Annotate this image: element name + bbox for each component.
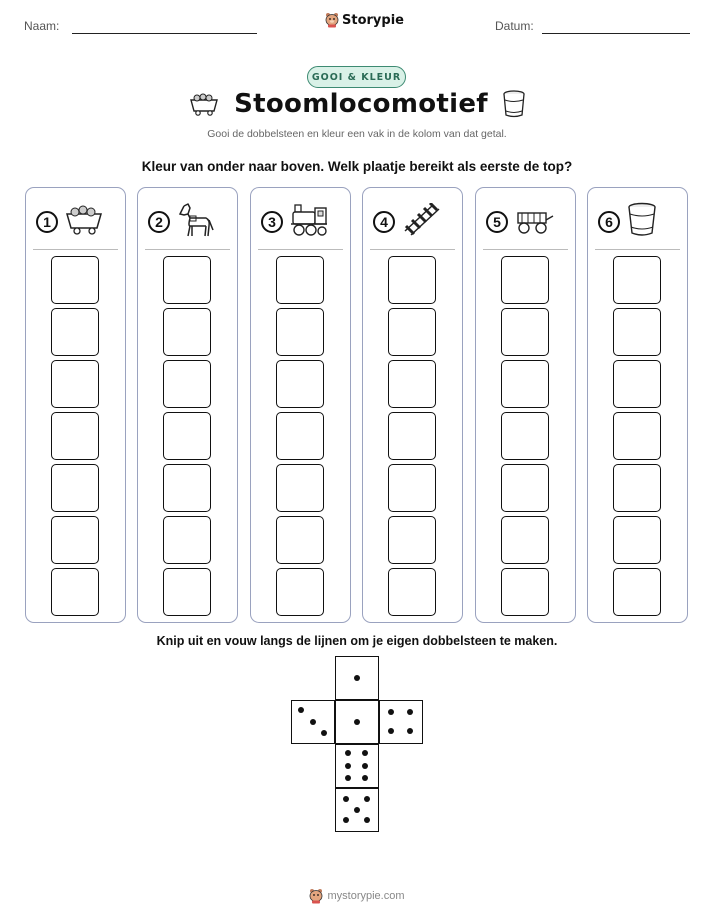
die-pip — [354, 675, 360, 681]
column-header — [36, 202, 119, 242]
brand-name: Storypie — [342, 12, 404, 28]
color-box[interactable] — [501, 516, 549, 564]
die-pip — [345, 775, 351, 781]
color-box[interactable] — [613, 308, 661, 356]
die-pip — [364, 796, 370, 802]
die-face-5 — [335, 788, 379, 832]
column-header — [261, 202, 344, 242]
color-box[interactable] — [613, 568, 661, 616]
color-box[interactable] — [163, 308, 211, 356]
color-box[interactable] — [501, 256, 549, 304]
color-box[interactable] — [276, 360, 324, 408]
die-pip — [321, 730, 327, 736]
column-header — [373, 202, 456, 242]
column-number: 6 — [598, 211, 620, 233]
column-divider — [145, 249, 230, 250]
color-box[interactable] — [501, 568, 549, 616]
column-2 — [137, 187, 238, 623]
die-face-4 — [379, 700, 423, 744]
instruction: Kleur van onder naar boven. Welk plaatje bereikt als eerste de top? — [141, 159, 573, 174]
footer — [0, 888, 714, 904]
color-box[interactable] — [163, 464, 211, 512]
title-row — [0, 89, 714, 119]
color-box[interactable] — [163, 412, 211, 460]
color-box[interactable] — [613, 256, 661, 304]
color-box[interactable] — [388, 256, 436, 304]
color-box[interactable] — [51, 412, 99, 460]
column-divider — [595, 249, 680, 250]
column-5 — [475, 187, 576, 623]
die-pip — [310, 719, 316, 725]
color-box[interactable] — [51, 568, 99, 616]
column-4 — [362, 187, 463, 623]
activity-badge: GOOI & KLEUR — [307, 66, 406, 88]
die-pip — [388, 709, 394, 715]
color-box[interactable] — [613, 464, 661, 512]
column-number: 5 — [486, 211, 508, 233]
name-label: Naam: — [24, 19, 60, 33]
die-pip — [364, 817, 370, 823]
die-pip — [388, 728, 394, 734]
column-divider — [483, 249, 568, 250]
color-box[interactable] — [501, 308, 549, 356]
die-face-6 — [335, 744, 379, 788]
subtitle: Gooi de dobbelsteen en kleur een vak in de kolom van dat getal. — [207, 128, 507, 140]
color-box[interactable] — [388, 308, 436, 356]
coal-cart-icon — [188, 92, 220, 116]
color-box[interactable] — [163, 360, 211, 408]
die-pip — [345, 763, 351, 769]
die-pip — [407, 728, 413, 734]
rails-icon — [401, 203, 441, 241]
color-box[interactable] — [51, 360, 99, 408]
color-box[interactable] — [276, 256, 324, 304]
color-box[interactable] — [501, 360, 549, 408]
horse-icon — [176, 202, 214, 242]
column-header — [598, 202, 681, 242]
column-header — [148, 202, 231, 242]
storypie-mascot-icon — [325, 12, 339, 28]
locomotive-icon — [289, 203, 329, 241]
color-box[interactable] — [613, 360, 661, 408]
bucket-icon — [626, 202, 658, 242]
coal-cart-icon — [64, 204, 104, 240]
color-box[interactable] — [163, 568, 211, 616]
cut-instruction: Knip uit en vouw langs de lijnen om je eigen dobbelsteen te maken. — [156, 634, 558, 648]
brand-logo — [325, 12, 404, 28]
color-box[interactable] — [613, 412, 661, 460]
die-pip — [362, 763, 368, 769]
color-box[interactable] — [388, 412, 436, 460]
column-divider — [370, 249, 455, 250]
color-box[interactable] — [276, 412, 324, 460]
color-box[interactable] — [501, 412, 549, 460]
color-box[interactable] — [613, 516, 661, 564]
column-divider — [33, 249, 118, 250]
die-pip — [343, 817, 349, 823]
die-face-1 — [335, 656, 379, 700]
color-box[interactable] — [51, 308, 99, 356]
date-label: Datum: — [495, 19, 534, 33]
color-box[interactable] — [163, 516, 211, 564]
column-divider — [258, 249, 343, 250]
color-box[interactable] — [51, 464, 99, 512]
die-pip — [362, 775, 368, 781]
color-box[interactable] — [51, 256, 99, 304]
die-face-3 — [291, 700, 335, 744]
die-pip — [407, 709, 413, 715]
column-number: 4 — [373, 211, 395, 233]
wagon-icon — [514, 204, 554, 240]
color-box[interactable] — [388, 360, 436, 408]
column-number: 3 — [261, 211, 283, 233]
color-box[interactable] — [388, 516, 436, 564]
die-pip — [362, 750, 368, 756]
die-pip — [354, 719, 360, 725]
column-header — [486, 202, 569, 242]
storypie-mascot-icon — [309, 888, 323, 904]
column-3 — [250, 187, 351, 623]
footer-url: mystorypie.com — [327, 890, 405, 902]
die-pip — [298, 707, 304, 713]
die-pip — [354, 807, 360, 813]
column-1 — [25, 187, 126, 623]
color-box[interactable] — [276, 464, 324, 512]
bucket-icon — [502, 89, 526, 119]
color-box[interactable] — [51, 516, 99, 564]
color-box[interactable] — [501, 464, 549, 512]
color-box[interactable] — [276, 568, 324, 616]
name-line — [72, 33, 257, 34]
color-box[interactable] — [276, 516, 324, 564]
column-number: 2 — [148, 211, 170, 233]
column-number: 1 — [36, 211, 58, 233]
color-box[interactable] — [163, 256, 211, 304]
color-box[interactable] — [276, 308, 324, 356]
date-line — [542, 33, 690, 34]
page-title: Stoomlocomotief — [234, 89, 488, 119]
die-pip — [345, 750, 351, 756]
color-box[interactable] — [388, 568, 436, 616]
die-pip — [343, 796, 349, 802]
color-box[interactable] — [388, 464, 436, 512]
column-6 — [587, 187, 688, 623]
die-face-1 — [335, 700, 379, 744]
